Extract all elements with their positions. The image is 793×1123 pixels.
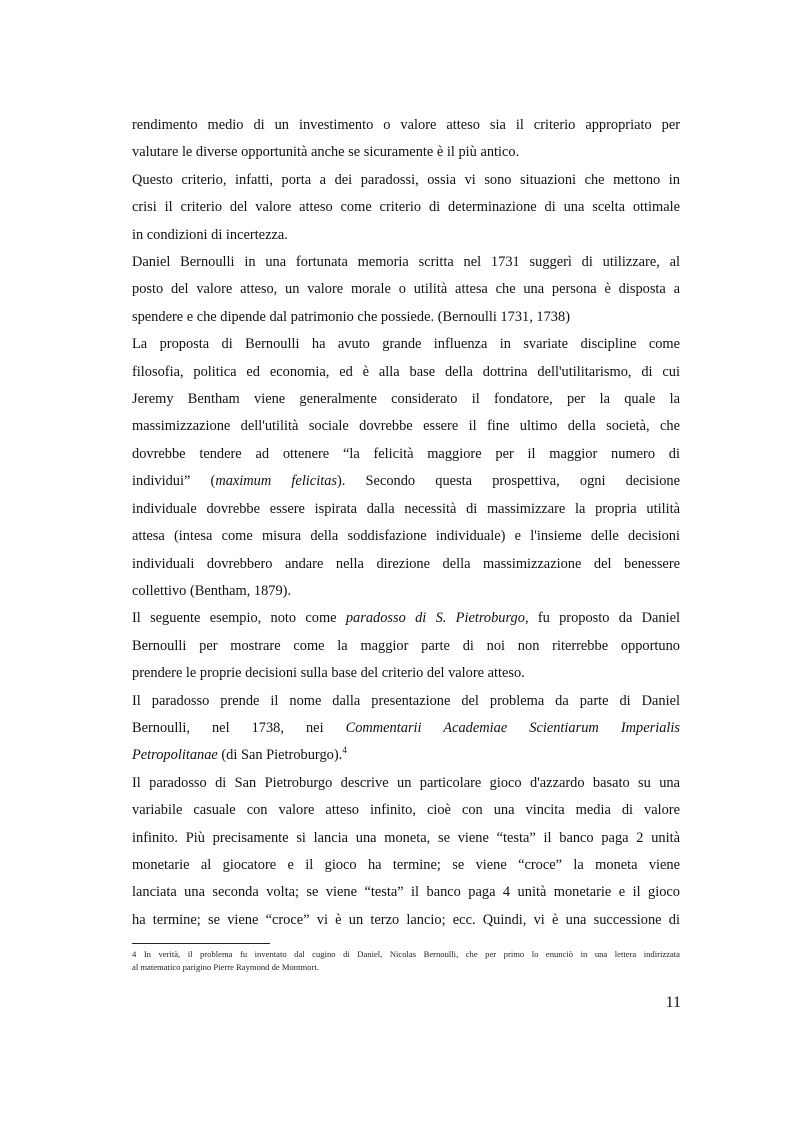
text-segment: Il seguente esempio, noto come — [132, 610, 346, 627]
text-line — [132, 112, 680, 139]
text-segment: crisi il criterio del valore atteso come criterio di determinazione di una scelta ottimale — [132, 199, 680, 216]
text-line — [132, 496, 680, 523]
italic-text: maximum felicitas — [215, 473, 337, 490]
text-segment: dovrebbe tendere ad ottenere “la felicità maggiore per il maggior numero di — [132, 445, 680, 462]
text-segment: variabile casuale con valore atteso infinito, cioè con una vincita media di valore — [132, 802, 680, 819]
text-line — [132, 551, 680, 578]
text-line — [132, 276, 680, 303]
footnote-line: al matematico parigino Pierre Raymond de Montmort. — [132, 961, 319, 972]
footnote-ref: 4 — [342, 744, 347, 755]
text-segment: Bernoulli, nel 1738, nei — [132, 719, 346, 736]
text-line — [132, 441, 680, 468]
text-segment: spendere e che dipende dal patrimonio che possiede. (Bernoulli 1731, 1738) — [132, 308, 570, 325]
text-segment: posto del valore atteso, un valore morale o utilità attesa che una persona è disposta a — [132, 281, 680, 298]
text-line — [132, 304, 680, 331]
text-segment: Questo criterio, infatti, porta a dei paradossi, ossia vi sono situazioni che mettono in — [132, 171, 680, 188]
text-segment: Il paradosso di San Pietroburgo descrive un particolare gioco d'azzardo basato su una — [132, 774, 680, 791]
text-line — [132, 633, 680, 660]
text-segment: in condizioni di incertezza. — [132, 226, 288, 243]
text-line — [132, 852, 680, 879]
text-segment: lanciata una seconda volta; se viene “testa” il banco paga 4 unità monetarie e il gioco — [132, 884, 680, 901]
italic-text: paradosso di S. Pietroburgo — [345, 610, 525, 627]
text-line — [132, 907, 680, 934]
text-segment: attesa (intesa come misura della soddisfazione individuale) e l'insieme delle decisioni — [132, 528, 680, 545]
text-line — [132, 770, 680, 797]
text-line — [132, 139, 680, 166]
text-segment: prendere le proprie decisioni sulla base del criterio del valore atteso. — [132, 665, 525, 682]
text-segment: rendimento medio di un investimento o valore atteso sia il criterio appropriato per — [132, 117, 680, 133]
text-line — [132, 194, 680, 221]
text-line — [132, 605, 680, 632]
text-line — [132, 715, 680, 742]
text-line — [132, 797, 680, 824]
text-line — [132, 386, 680, 413]
text-line — [132, 688, 680, 715]
text-segment: Daniel Bernoulli in una fortunata memoria scritta nel 1731 suggerì di utilizzare, al — [132, 254, 680, 271]
text-line — [132, 825, 680, 852]
text-line — [132, 249, 680, 276]
footnote-line: 4 In verità, il problema fu inventato dal cugino di Daniel, Nicolas Bernoulli, che per primo lo enunciò in una lettera indirizzata — [132, 949, 680, 959]
text-segment: filosofia, politica ed economia, ed è alla base della dottrina dell'utilitarismo, di cui — [132, 363, 680, 380]
text-segment: valutare le diverse opportunità anche se sicuramente è il più antico. — [132, 144, 520, 161]
text-line — [132, 468, 680, 495]
footnote — [132, 948, 680, 973]
italic-text: Commentarii Academiae Scientiarum Imperialis — [345, 719, 680, 736]
page-number: 11 — [665, 994, 681, 1011]
text-line — [132, 742, 680, 769]
text-segment: ). Secondo questa prospettiva, ogni decisione — [337, 473, 680, 490]
text-line — [132, 523, 680, 550]
text-line — [132, 222, 680, 249]
text-segment: (di San Pietroburgo). — [217, 747, 343, 764]
body-text — [132, 112, 680, 934]
text-segment: Il paradosso prende il nome dalla presentazione del problema da parte di Daniel — [132, 692, 680, 709]
text-line — [132, 359, 680, 386]
text-segment: monetarie al giocatore e il gioco ha termine; se viene “croce” la moneta viene — [132, 856, 680, 873]
text-segment: individuali dovrebbero andare nella direzione della massimizzazione del benessere — [132, 555, 680, 572]
text-segment: massimizzazione dell'utilità sociale dovrebbe essere il fine ultimo della società, che — [132, 418, 680, 435]
footnote-separator — [132, 943, 270, 944]
text-line — [132, 413, 680, 440]
text-segment: , fu proposto da Daniel — [524, 610, 680, 627]
text-line — [132, 660, 680, 687]
text-segment: Jeremy Bentham viene generalmente considerato il fondatore, per la quale la — [132, 391, 680, 408]
text-line — [132, 167, 680, 194]
text-segment: infinito. Più precisamente si lancia una moneta, se viene “testa” il banco paga 2 unità — [132, 829, 680, 846]
text-line — [132, 578, 680, 605]
text-segment: ha termine; se viene “croce” vi è un terzo lancio; ecc. Quindi, vi è una successione di — [132, 911, 680, 928]
text-line — [132, 879, 680, 906]
text-segment: individui” ( — [132, 473, 216, 490]
text-line — [132, 331, 680, 358]
italic-text: Petropolitanae — [132, 747, 218, 764]
text-segment: collettivo (Bentham, 1879). — [132, 582, 292, 599]
text-segment: individuale dovrebbe essere ispirata dalla necessità di massimizzare la propria utilità — [132, 500, 680, 517]
text-segment: La proposta di Bernoulli ha avuto grande influenza in svariate discipline come — [132, 336, 680, 353]
text-segment: Bernoulli per mostrare come la maggior parte di noi non riterrebbe opportuno — [132, 637, 680, 654]
